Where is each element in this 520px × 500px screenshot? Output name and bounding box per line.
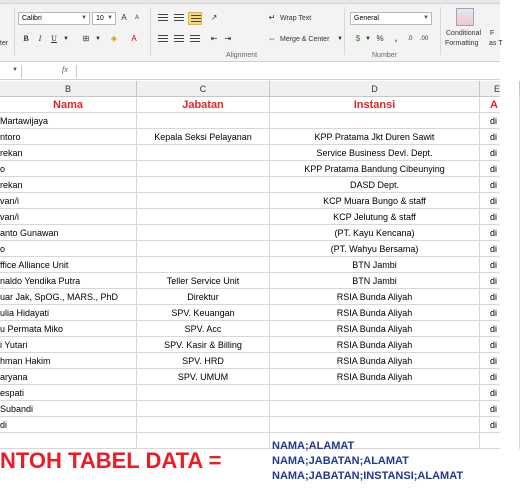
table-row (0, 305, 500, 321)
comma-format-button[interactable]: , (394, 34, 398, 43)
column-header-e[interactable]: E (480, 81, 520, 97)
cell-instansi[interactable]: RSIA Bunda Aliyah (270, 321, 480, 337)
cell-instansi[interactable]: (PT. Wahyu Bersama) (270, 241, 480, 257)
cell-instansi[interactable]: RSIA Bunda Aliyah (270, 369, 480, 385)
cell-nama[interactable]: uar Jak, SpOG., MARS., PhD (0, 289, 137, 305)
wrap-text-icon[interactable]: ↵ (268, 13, 276, 22)
alignment-group-label: Alignment (226, 52, 258, 59)
cell-jabatan[interactable] (137, 433, 270, 449)
ribbon-separator (344, 7, 345, 55)
table-row (0, 273, 500, 289)
increase-indent-icon[interactable]: ⇥ (224, 34, 232, 43)
percent-format-button[interactable]: % (376, 34, 384, 43)
header-instansi[interactable]: Instansi (270, 97, 480, 113)
cell-instansi[interactable] (270, 401, 480, 417)
column-header-c[interactable]: C (137, 81, 270, 97)
wrap-text-button[interactable]: Wrap Text (280, 15, 312, 22)
cell-alamat[interactable]: di (480, 305, 520, 321)
borders-icon[interactable]: ⊞ (82, 34, 90, 43)
number-format-value: General (354, 15, 379, 22)
cell-instansi[interactable]: RSIA Bunda Aliyah (270, 337, 480, 353)
cell-nama[interactable] (0, 433, 137, 449)
chevron-down-icon: ▼ (81, 15, 87, 21)
caption-title: NTOH TABEL DATA = (0, 448, 222, 473)
table-row (0, 193, 500, 209)
cell-jabatan[interactable]: SPV. Keuangan (137, 305, 270, 321)
decrease-decimal-icon[interactable]: .00 (419, 36, 429, 42)
conditional-formatting-button[interactable]: Conditional (446, 30, 482, 37)
table-row (0, 161, 500, 177)
cell-alamat[interactable]: di (480, 353, 520, 369)
header-jabatan[interactable]: Jabatan (137, 97, 270, 113)
chevron-down-icon: ▼ (423, 15, 429, 21)
fx-icon[interactable]: fx (62, 65, 68, 74)
ribbon-separator (440, 7, 441, 55)
font-color-icon[interactable]: A (131, 34, 137, 43)
table-row (0, 353, 500, 369)
table-row (0, 177, 500, 193)
cell-jabatan[interactable] (137, 417, 270, 433)
cell-instansi[interactable]: RSIA Bunda Aliyah (270, 289, 480, 305)
table-row (0, 129, 500, 145)
cell-nama[interactable]: van/i (0, 209, 137, 225)
table-row (0, 321, 500, 337)
cell-jabatan[interactable]: Kepala Seksi Pelayanan (137, 129, 270, 145)
cell-jabatan[interactable] (137, 161, 270, 177)
orientation-icon[interactable]: ↗ (210, 13, 218, 22)
cell-nama[interactable]: van/i (0, 193, 137, 209)
chevron-down-icon: ▼ (12, 67, 18, 73)
table-row (0, 209, 500, 225)
cell-jabatan[interactable]: Teller Service Unit (137, 273, 270, 289)
cell-instansi[interactable]: RSIA Bunda Aliyah (270, 305, 480, 321)
cell-instansi[interactable]: KPP Pratama Jkt Duren Sawit (270, 129, 480, 145)
cell-alamat[interactable]: di (480, 113, 520, 129)
table-row (0, 385, 500, 401)
table-header-row (0, 97, 500, 113)
cell-nama[interactable]: Subandi (0, 401, 137, 417)
cell-nama[interactable]: u Permata Miko (0, 321, 137, 337)
bold-button[interactable]: B (23, 34, 29, 43)
cell-jabatan[interactable]: SPV. UMUM (137, 369, 270, 385)
ribbon (0, 0, 503, 62)
table-row (0, 369, 500, 385)
table-row (0, 145, 500, 161)
fill-color-icon[interactable]: ◈ (110, 34, 118, 43)
cell-jabatan[interactable] (137, 177, 270, 193)
cell-jabatan[interactable] (137, 257, 270, 273)
cell-alamat[interactable]: di (480, 401, 520, 417)
cell-alamat[interactable]: di (480, 225, 520, 241)
cell-jabatan[interactable] (137, 241, 270, 257)
cell-alamat[interactable]: di (480, 193, 520, 209)
cell-alamat[interactable]: di (480, 369, 520, 385)
cell-instansi[interactable]: Service Business Devl. Dept. (270, 145, 480, 161)
align-center-icon[interactable] (174, 35, 184, 44)
header-nama[interactable]: Nama (0, 97, 137, 113)
cell-alamat[interactable]: di (480, 209, 520, 225)
format-example-3: NAMA;JABATAN;INSTANSI;ALAMAT (272, 470, 464, 482)
chevron-down-icon[interactable]: ▼ (63, 36, 69, 42)
cell-alamat[interactable]: di (480, 177, 520, 193)
ribbon-tabs-strip (0, 0, 500, 4)
underline-button[interactable]: U (51, 34, 57, 43)
cell-jabatan[interactable]: SPV. Acc (137, 321, 270, 337)
align-left-icon[interactable] (158, 35, 168, 44)
align-bottom-icon (191, 15, 201, 24)
cell-jabatan[interactable]: Direktur (137, 289, 270, 305)
italic-button[interactable]: I (38, 34, 42, 43)
column-header-d[interactable]: D (270, 81, 480, 97)
ribbon-separator (14, 7, 15, 55)
number-group-label: Number (372, 52, 397, 59)
merge-center-icon[interactable]: ⇔ (268, 34, 276, 43)
chevron-down-icon[interactable]: ▼ (95, 36, 101, 42)
decrease-indent-icon[interactable]: ⇤ (210, 34, 218, 43)
table-row (0, 337, 500, 353)
cell-nama[interactable]: naldo Yendika Putra (0, 273, 137, 289)
cell-alamat[interactable]: di (480, 337, 520, 353)
currency-format-button[interactable]: $ (355, 34, 361, 43)
column-header-b[interactable]: B (0, 81, 137, 97)
font-size-value: 10 (96, 15, 104, 22)
chevron-down-icon[interactable]: ▼ (337, 36, 343, 42)
table-row (0, 241, 500, 257)
cell-alamat[interactable]: di (480, 161, 520, 177)
cell-alamat[interactable]: di (480, 289, 520, 305)
formula-bar (0, 63, 500, 80)
cell-alamat[interactable]: di (480, 273, 520, 289)
cell-alamat[interactable]: di (480, 417, 520, 433)
cell-instansi[interactable] (270, 113, 480, 129)
cell-nama[interactable]: hman Hakim (0, 353, 137, 369)
align-right-icon[interactable] (190, 35, 200, 44)
cell-nama[interactable]: o (0, 241, 137, 257)
cell-jabatan[interactable] (137, 385, 270, 401)
cell-jabatan[interactable]: SPV. Kasir & Billing (137, 337, 270, 353)
format-as-table-label: as T (489, 40, 503, 47)
formula-input[interactable] (76, 65, 500, 78)
cell-instansi[interactable]: BTN Jambi (270, 273, 480, 289)
table-row (0, 417, 500, 433)
table-row (0, 401, 500, 417)
cell-alamat[interactable]: di (480, 321, 520, 337)
table-row (0, 289, 500, 305)
cell-instansi[interactable]: RSIA Bunda Aliyah (270, 353, 480, 369)
cell-alamat[interactable]: di (480, 385, 520, 401)
cell-instansi[interactable]: KPP Pratama Bandung Cibeunying (270, 161, 480, 177)
cell-nama[interactable]: ntoro (0, 129, 137, 145)
ribbon-separator (150, 7, 151, 55)
cell-jabatan[interactable] (137, 209, 270, 225)
format-example-2: NAMA;JABATAN;ALAMAT (272, 455, 409, 467)
cell-jabatan[interactable]: SPV. HRD (137, 353, 270, 369)
header-alamat[interactable]: A (480, 97, 520, 113)
chevron-down-icon[interactable]: ▼ (365, 36, 371, 42)
chevron-down-icon: ▼ (107, 15, 113, 21)
cell-instansi[interactable] (270, 385, 480, 401)
font-name-dropdown[interactable] (18, 12, 90, 25)
cell-nama[interactable]: anto Gunawan (0, 225, 137, 241)
table-row (0, 113, 500, 129)
cell-nama[interactable]: rekan (0, 177, 137, 193)
cell-instansi[interactable]: (PT. Kayu Kencana) (270, 225, 480, 241)
format-as-table-button[interactable]: F (490, 30, 495, 37)
cell-alamat[interactable]: di (480, 241, 520, 257)
format-example-1: NAMA;ALAMAT (272, 440, 355, 452)
align-top-icon[interactable] (158, 14, 168, 23)
cell-nama[interactable]: i Yutari (0, 337, 137, 353)
font-size-dropdown[interactable] (92, 12, 116, 25)
shrink-font-icon[interactable]: A (134, 15, 139, 21)
number-format-dropdown[interactable] (350, 12, 432, 25)
grow-font-icon[interactable]: A (121, 13, 127, 22)
cell-instansi[interactable]: BTN Jambi (270, 257, 480, 273)
cell-jabatan[interactable] (137, 401, 270, 417)
cell-alamat[interactable]: di (480, 129, 520, 145)
cell-nama[interactable]: espati (0, 385, 137, 401)
table-row (0, 257, 500, 273)
font-name-value: Calibri (22, 15, 42, 22)
conditional-formatting-icon[interactable] (456, 8, 474, 26)
cell-nama[interactable]: aryana (0, 369, 137, 385)
table-row (0, 225, 500, 241)
cell-jabatan[interactable] (137, 193, 270, 209)
cell-jabatan[interactable] (137, 225, 270, 241)
merge-center-button[interactable]: Merge & Center (280, 36, 330, 43)
cell-instansi[interactable]: KCP Muara Bungo & staff (270, 193, 480, 209)
table-row (0, 433, 500, 449)
cell-nama[interactable]: Martawijaya (0, 113, 137, 129)
align-bottom-button[interactable] (188, 12, 202, 25)
name-box[interactable] (0, 65, 22, 78)
paste-format-painter-label[interactable]: ter (0, 40, 9, 47)
cell-alamat[interactable]: di (480, 257, 520, 273)
cell-instansi[interactable]: KCP Jelutung & staff (270, 209, 480, 225)
cell-nama[interactable]: rekan (0, 145, 137, 161)
cell-alamat[interactable]: di (480, 145, 520, 161)
align-middle-icon[interactable] (174, 14, 184, 23)
cell-instansi[interactable] (270, 417, 480, 433)
increase-decimal-icon[interactable]: .0 (407, 36, 413, 42)
cell-nama[interactable]: o (0, 161, 137, 177)
cell-nama[interactable]: di (0, 417, 137, 433)
conditional-formatting-label: Formatting (445, 40, 479, 47)
cell-alamat[interactable] (480, 433, 520, 449)
cell-jabatan[interactable] (137, 145, 270, 161)
cell-instansi[interactable]: DASD Dept. (270, 177, 480, 193)
cell-nama[interactable]: ulia Hidayati (0, 305, 137, 321)
cell-jabatan[interactable] (137, 113, 270, 129)
column-headers (0, 81, 500, 97)
cell-nama[interactable]: ffice Alliance Unit (0, 257, 137, 273)
